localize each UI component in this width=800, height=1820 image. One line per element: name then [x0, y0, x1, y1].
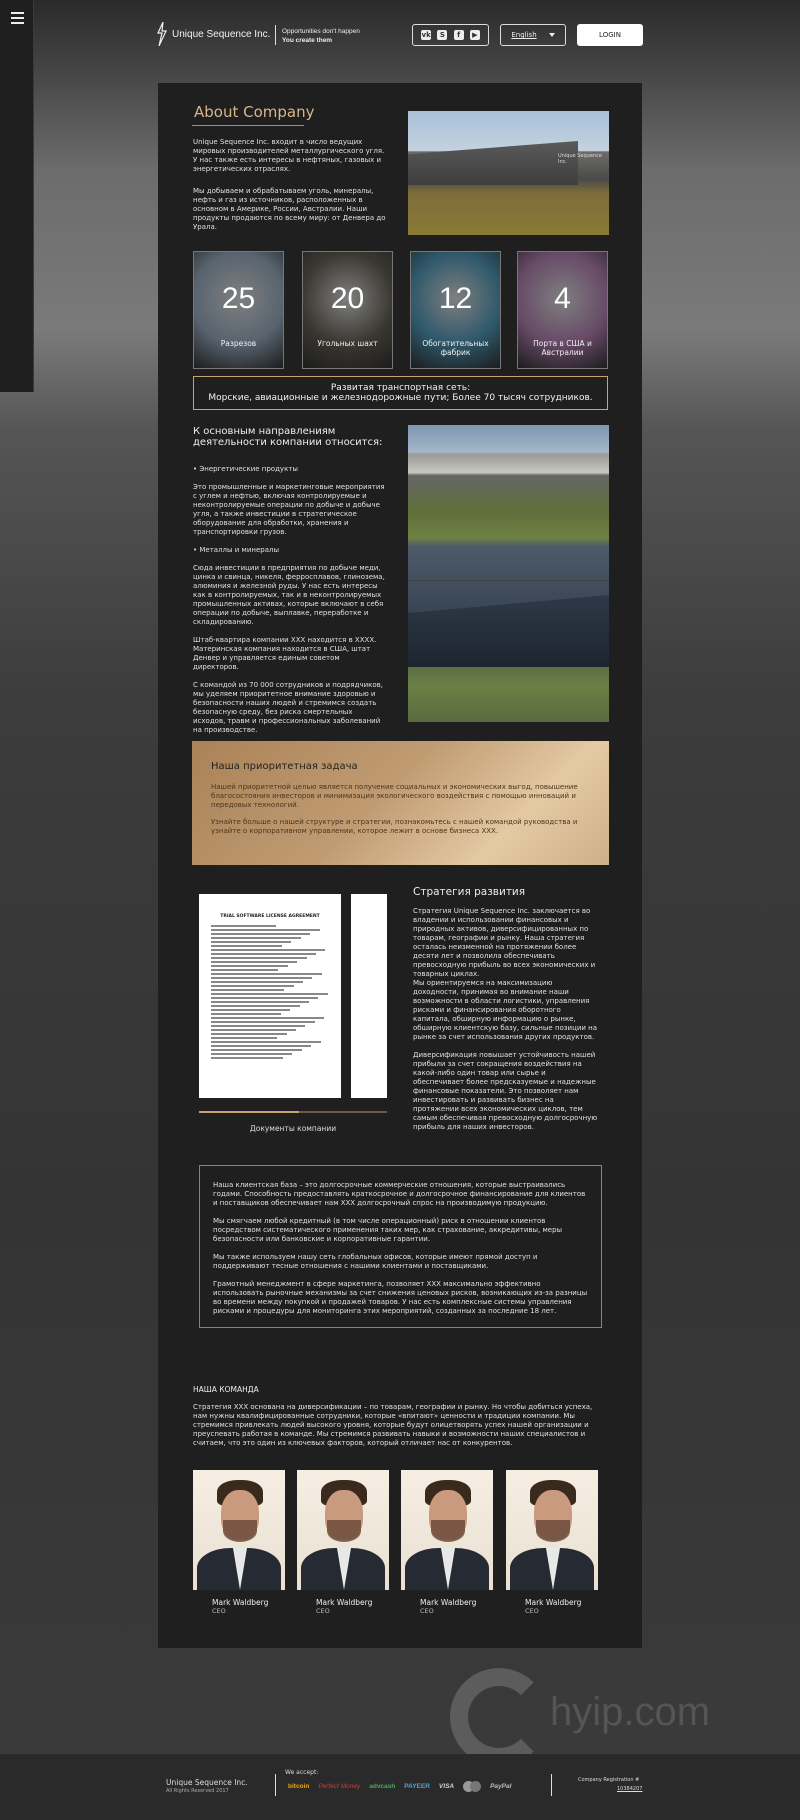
documents-scrollbar[interactable] — [199, 1111, 387, 1113]
stat-number: 20 — [330, 282, 365, 315]
priority-text-2: Узнайте больше о нашей структуре и стратегии, познакомьтесь с нашей командой руководства и узнайте о корпоративном управлении, которое лежит в основе бизнеса XXX. — [211, 818, 578, 835]
document-text-line — [211, 929, 320, 931]
document-text-line — [211, 1053, 292, 1055]
document-text-line — [211, 1001, 309, 1003]
registration-label: Company Registration # — [578, 1777, 640, 1783]
hamburger-icon[interactable] — [11, 12, 24, 27]
tagline — [282, 27, 360, 45]
document-text-line — [211, 937, 301, 939]
document-text-line — [211, 977, 312, 979]
social-links — [412, 24, 489, 46]
strategy-paragraph: Стратегия Unique Sequence Inc. заключается во владении и использовании финансовых и природных активов, диверсифицированных по товарам, географии и рынку. Наша стратегия осталась неизменной на протяжении более десяти лет и позволила обеспечивать превосходную прибыль во всех экономических и товарных циклах. Мы ориентируемся на максимизацию доходности, принимая во внимание наши возможности в области логистики, управления рисками и финансирования оборотного капитала, обширную информацию о рынке, обширную клиентскую базу, сильные позиции на рынке за счет использования других продуктов. — [413, 907, 598, 1041]
clients-paragraph: Мы также используем нашу сеть глобальных офисов, которые имеют прямой доступ и поддерживают тесные отношения с нашими клиентами и поставщиками. — [213, 1253, 538, 1270]
banner-line-1: Развитая транспортная сеть: — [330, 383, 471, 393]
strategy-title: Стратегия развития — [413, 886, 526, 898]
document-text-line — [211, 945, 282, 947]
document-text-line — [211, 1041, 321, 1043]
stat-card-plants — [410, 251, 501, 369]
stat-card-ports — [517, 251, 608, 369]
priority-title: Наша приоритетная задача — [211, 761, 358, 772]
language-select[interactable] — [500, 24, 566, 46]
document-text-line — [211, 1009, 290, 1011]
visa-icon: VISA — [438, 1783, 455, 1790]
stat-card-pits — [193, 251, 284, 369]
directions-title: К основным направлениям деятельности компании относится: — [193, 426, 383, 448]
document-text-line — [211, 973, 322, 975]
clients-paragraph: Грамотный менеджмент в сфере маркетинга, позволяет XXX максимально эффективно использовать рыночные механизмы за счет снижения ценовых рисков, возникающих из-за разницы во времени между покупкой и продажей товаров. У нас есть комплексные системы управления рисками и процедуры для мониторинга этих мероприятий, созданных за последние 18 лет. — [213, 1280, 588, 1315]
document-text-line — [211, 965, 288, 967]
clients-paragraph: Наша клиентская база – это долгосрочные коммерческие отношения, которые выстраивались годами. Способность предоставлять краткосрочное и долгосрочное финансирование для клиентов и поставщиков обеспечивает нам XXX долгосрочный спрос на производимую продукцию. — [213, 1181, 586, 1207]
document-lines — [211, 925, 329, 1059]
member-photo — [297, 1470, 389, 1590]
bitcoin-icon: bitcoin — [288, 1783, 310, 1790]
document-text-line — [211, 933, 310, 935]
document-preview-next[interactable] — [351, 894, 387, 1098]
document-text-line — [211, 969, 278, 971]
document-text-line — [211, 1037, 277, 1039]
member-photo — [401, 1470, 493, 1590]
side-menu[interactable] — [0, 0, 34, 392]
member-name: Mark Waldberg — [212, 1598, 269, 1607]
document-title: TRIAL SOFTWARE LICENSE AGREEMENT — [220, 914, 320, 919]
directions-item: • Металлы и минералы — [193, 546, 279, 554]
watermark-logo-icon — [450, 1668, 548, 1766]
footer-divider — [275, 1774, 276, 1796]
watermark — [450, 1668, 711, 1768]
perfect-money-icon: Perfect Money — [318, 1783, 361, 1790]
member-role: CEO — [212, 1607, 226, 1615]
clients-paragraph: Мы смягчаем любой кредитный (в том числе операционный) риск в отношении клиентов посредством систематического применения таких мер, как страхование, аккредитивы, меры безопасности или банковские и корпоративные гарантии. — [213, 1217, 563, 1243]
directions-item: Сюда инвестиции в предприятия по добыче меди, цинка и свинца, никеля, ферросплавов, глинозема, алюминия и железной руды. У нас есть интересы как в контролируемых, так и в неконтролируемых промышленных активах, которые включают в себя операции по добыче, выплавке, переработке и складированию. — [193, 564, 385, 626]
document-text-line — [211, 993, 328, 995]
payment-methods — [288, 1781, 511, 1792]
documents-caption: Документы компании — [249, 1124, 337, 1133]
directions-item: Это промышленные и маркетинговые мероприятия с углем и нефтью, включая контролируемые и неконтролируемые операции по добыче и добыче угля, а также инвестиции в стратегическое оборудование для обработки, хранения и транспортировки грузов. — [193, 483, 385, 536]
stat-number: 25 — [221, 282, 256, 315]
member-role: CEO — [316, 1607, 330, 1615]
team-title: НАША КОМАНДА — [193, 1385, 259, 1394]
priority-text-1: Нашей приоритетной целью является получение социальных и экономических выгод, повышение благосостояния инвесторов и минимизация экологического воздействия с помощью инноваций и передовых технологий. — [211, 783, 578, 809]
document-text-line — [211, 1021, 315, 1023]
team-text: Стратегия XXX основана на диверсификации – по товарам, географии и рынку. Но чтобы добиться успеха, нам нужны квалифицированные сотрудники, которые «впитают» ценности и традиции компании. Мы стремимся привлекать людей высокого уровня, которые будут олицетворять успех нашей организации и преуспевать работая в команде. Мы стремимся развивать навыки и возможности наших специалистов и считаем, что это один из ключевых факторов, который отличает нас от конкурентов. — [193, 1403, 593, 1447]
stat-number: 12 — [438, 282, 473, 315]
footer-rights: All Rights Reserved 2017 — [166, 1788, 229, 1794]
clients-text — [213, 1181, 591, 1325]
document-text-line — [211, 985, 294, 987]
logo-mark-icon — [156, 22, 168, 46]
team-member — [297, 1470, 389, 1615]
team-member — [193, 1470, 285, 1615]
footer-we-accept: We accept: — [285, 1769, 319, 1776]
directions-item: С командой из 70 000 сотрудников и подрядчиков, мы уделяем приоритетное внимание здоровью и безопасности наших людей и стремимся создать безопасную среду, без риска смертельных исходов, травм и профессиональных заболеваний на производстве. — [193, 681, 384, 734]
document-text-line — [211, 1057, 283, 1059]
document-text-line — [211, 1025, 305, 1027]
company-building-image — [408, 111, 609, 235]
stat-label: Порта в США и Австралии — [533, 339, 592, 357]
transport-banner — [193, 376, 608, 410]
priority-card — [192, 741, 609, 865]
document-preview[interactable] — [199, 894, 341, 1098]
document-text-line — [211, 953, 316, 955]
about-paragraph-1: Unique Sequence Inc. входит в число ведущих мировых производителей металлургического угля. У нас также есть интересы в нефтяных, газовых и энергетических отраслях. — [193, 138, 385, 173]
scrollbar-thumb[interactable] — [199, 1111, 299, 1113]
building-sign: Unique Sequence Inc. — [558, 153, 602, 165]
member-name: Mark Waldberg — [420, 1598, 477, 1607]
facebook-icon[interactable]: f — [454, 30, 464, 40]
advcash-icon: advcash — [369, 1783, 396, 1790]
footer-company: Unique Sequence Inc. — [166, 1778, 248, 1787]
glass-building-shape — [408, 595, 609, 667]
member-name: Mark Waldberg — [316, 1598, 373, 1607]
document-text-line — [211, 1045, 311, 1047]
chevron-down-icon — [549, 33, 555, 37]
skype-icon[interactable]: S — [437, 30, 447, 40]
document-text-line — [211, 989, 284, 991]
directions-item: • Энергетические продукты — [193, 465, 298, 473]
watermark-text: hyip.com — [550, 1690, 711, 1734]
footer-divider — [551, 1774, 552, 1796]
logo[interactable] — [156, 22, 270, 46]
about-paragraph-2: Мы добываем и обрабатываем уголь, минералы, нефть и газ из источников, расположенных в основном в Америке, России, Австралии. Наши продукты продаются по всему миру: от Денвера до Урала. — [193, 187, 386, 231]
facility-image — [408, 425, 609, 722]
document-text-line — [211, 961, 297, 963]
document-text-line — [211, 1017, 324, 1019]
tagline-line-1: Opportunities don't happen — [282, 28, 360, 35]
member-photo — [193, 1470, 285, 1590]
about-title-underline — [192, 125, 304, 126]
document-text-line — [211, 949, 325, 951]
team-member — [401, 1470, 493, 1615]
document-text-line — [211, 1013, 281, 1015]
document-text-line — [211, 981, 303, 983]
about-title: About Company — [194, 103, 315, 121]
stat-label: Обогатительных фабрик — [422, 339, 489, 357]
member-name: Mark Waldberg — [525, 1598, 582, 1607]
directions-text — [193, 465, 385, 744]
mastercard-icon — [463, 1781, 481, 1792]
document-text-line — [211, 1005, 300, 1007]
stat-label: Разрезов — [220, 339, 257, 348]
team-member — [506, 1470, 598, 1615]
stat-card-mines — [302, 251, 393, 369]
document-text-line — [211, 997, 318, 999]
image-divider — [408, 580, 609, 581]
member-photo — [506, 1470, 598, 1590]
directions-item: Штаб-квартира компании XXX находится в XXXX. Материнская компания находится в США, штат Денвер и управляется единым советом директоров. — [193, 636, 377, 671]
document-text-line — [211, 957, 307, 959]
paypal-icon: PayPal — [490, 1783, 512, 1790]
building-shape — [408, 141, 578, 185]
tagline-line-2: You create them — [282, 37, 333, 44]
stat-number: 4 — [554, 282, 571, 315]
login-button[interactable]: LOGIN — [577, 24, 643, 46]
company-name: Unique Sequence Inc. — [172, 28, 271, 40]
youtube-icon[interactable]: ▶ — [470, 30, 480, 40]
document-text-line — [211, 1049, 302, 1051]
document-text-line — [211, 941, 291, 943]
stat-label: Угольных шахт — [317, 339, 378, 348]
language-value: English — [511, 31, 537, 39]
member-role: CEO — [525, 1607, 539, 1615]
document-text-line — [211, 1033, 287, 1035]
header-divider — [275, 25, 276, 45]
strategy-text — [413, 907, 598, 1141]
registration-number[interactable]: 10384207 — [617, 1786, 643, 1792]
banner-line-2: Морские, авиационные и железнодорожные пути; Более 70 тысяч сотрудников. — [208, 393, 593, 403]
document-text-line — [211, 1029, 296, 1031]
strategy-paragraph: Диверсификация повышает устойчивость нашей прибыли за счет сокращения воздействия на какой-либо один товар или сырье и обеспечивает более предсказуемые и надежные финансовые показатели. Это позволяет нам инвестировать и развивать бизнес на протяжении всех экономических циклов, тем самым обеспечивая превосходную долгосрочную прибыль для наших инвесторов. — [413, 1051, 598, 1131]
payeer-icon: PAYEER — [404, 1783, 430, 1790]
member-role: CEO — [420, 1607, 434, 1615]
vk-icon[interactable]: vk — [421, 31, 431, 39]
document-text-line — [211, 925, 276, 927]
